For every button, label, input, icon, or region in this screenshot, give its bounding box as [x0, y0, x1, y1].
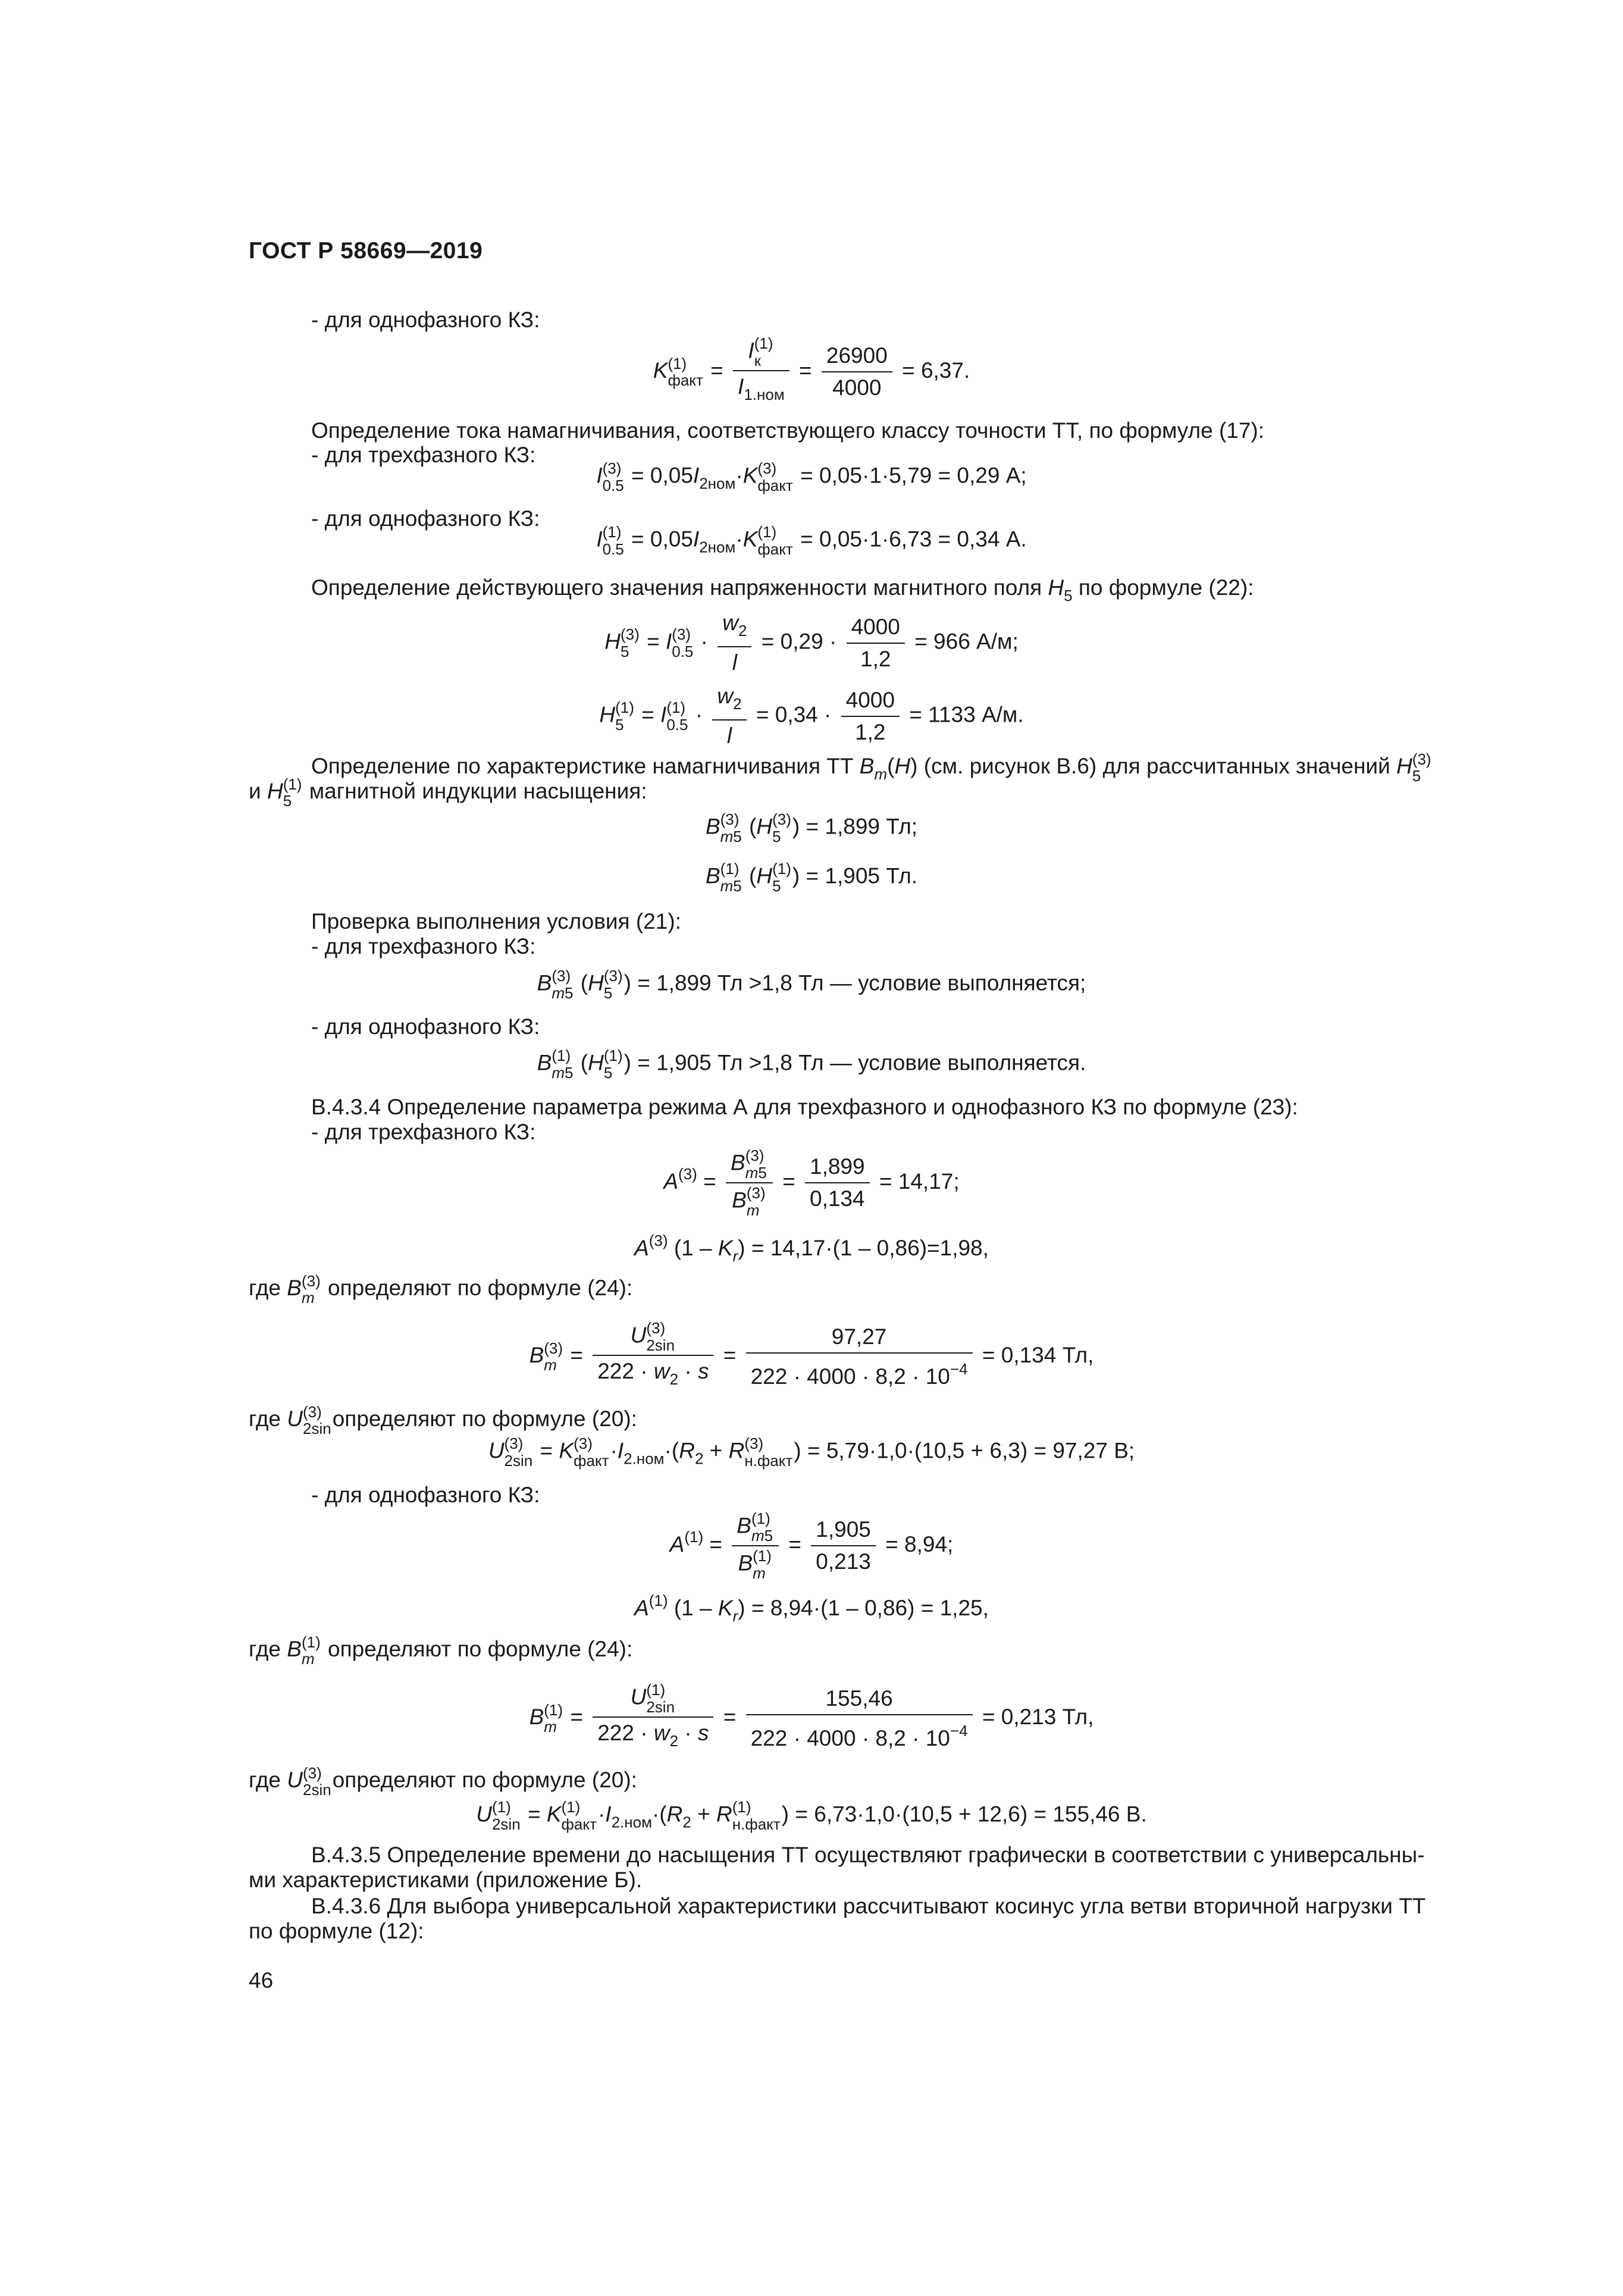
- text-line: где U (3) 2sin определяют по формуле (20):: [249, 1402, 637, 1438]
- text-line: ми характеристиками (приложение Б).: [249, 1868, 643, 1892]
- equation-a1: $A^{(1)}$ = B (1) m5 B (1) m = $\frac{1,905}{0,213}$ = 8,94;: [669, 1509, 954, 1583]
- equation-a3-kr: $A^{(3)}$ $(1 - K_r) = 14,17\cdot(1 - 0,86)=1,98$,: [634, 1232, 989, 1265]
- equation-bm5-1: B (1) m5 (H (1) 5 ) = 1,905 Тл.: [705, 860, 918, 895]
- document-header: ГОСТ Р 58669—2019: [249, 238, 483, 264]
- equation-u2sin-3: U (3) 2sin = K (3) факт $\cdot I_{2.ном}\cdot(R_2 + R$ (3) н.факт ) = 5,79·1,0·(10,5 + 6,3) = 97,27 В;: [488, 1434, 1135, 1470]
- text-line: - для однофазного КЗ:: [311, 1483, 540, 1507]
- equation-i05-1: I (1) 0.5 = $0,05I_{2ном}\cdot K$ (1) факт = 0,05·1·6,73 = 0,34 А.: [596, 523, 1027, 558]
- equation-bm1: B (1) m = U (1) 2sin $222 \cdot w_2 \cdot s$ = $\frac{155,46}{222 \cdot 4000 \cdot 8,2 \cdot 10^{-4}}$ = 0,213 Тл,: [529, 1681, 1094, 1750]
- equation-i05-3: I (3) 0.5 = $0,05I_{2ном}\cdot K$ (3) факт = 0,05·1·5,79 = 0,29 А;: [596, 459, 1027, 494]
- equation-check-1: B (1) m5 (H (1) 5 ) = 1,905 Тл >1,8 Тл — условие выполняется.: [537, 1047, 1086, 1082]
- equation-k-fact-1: K (1) факт = I (1) к $I_{1.ном}$ = $\frac{26900}{4000}$ = 6,37.: [653, 334, 970, 404]
- text-line: В.4.3.6 Для выбора универсальной характеристики рассчитывают косинус угла ветви вторичной нагрузки ТТ: [311, 1894, 1426, 1918]
- text-line: Определение тока намагничивания, соответствующего классу точности ТТ, по формуле (17):: [311, 418, 1265, 443]
- text-line: - для однофазного КЗ:: [311, 308, 540, 332]
- text-line: где B (3) m определяют по формуле (24):: [249, 1271, 633, 1307]
- equation-check-3: B (3) m5 (H (3) 5 ) = 1,899 Тл >1,8 Тл — условие выполняется;: [537, 967, 1086, 1002]
- equation-a1-kr: $A^{(1)}$ $(1 - K_r) = 8,94\cdot(1 - 0,86) = 1,25$,: [634, 1592, 989, 1625]
- equation-u2sin-1: U (1) 2sin = K (1) факт $\cdot I_{2.ном}\cdot(R_2 + R$ (1) н.факт ) = 6,73·1,0·(10,5 + 12,6) = 155,46 В.: [476, 1798, 1147, 1833]
- text-line: Определение действующего значения напряженности магнитного поля $H_5$ по формуле (22):: [311, 575, 1254, 604]
- text-line: Определение по характеристике намагничивания ТТ $B_m(H)$ (см. рисунок В.6) для рассчитанных значений H (3) 5: [311, 750, 1431, 785]
- equation-a3: $A^{(3)}$ = B (3) m5 B (3) m = $\frac{1,899}{0,134}$ = 14,17;: [663, 1147, 960, 1220]
- equation-h5-3: H (3) 5 = I (3) 0.5 · $\frac{w_2}{l}$ = 0,29 · $\frac{4000}{1,2}$ = 966 А/м;: [604, 610, 1019, 675]
- text-line: - для трехфазного КЗ:: [311, 1120, 536, 1144]
- equation-h5-1: H (1) 5 = I (1) 0.5 · $\frac{w_2}{l}$ = 0,34 · $\frac{4000}{1,2}$ = 1133 А/м.: [599, 684, 1024, 748]
- text-line: - для трехфазного КЗ:: [311, 443, 536, 467]
- text-line: - для трехфазного КЗ:: [311, 934, 536, 959]
- text-line: Проверка выполнения условия (21):: [311, 909, 681, 934]
- text-line: В.4.3.5 Определение времени до насыщения ТТ осуществляют графически в соответствии с универсальны-: [311, 1843, 1425, 1867]
- text-line: и H (1) 5 магнитной индукции насыщения:: [249, 775, 647, 810]
- text-line: В.4.3.4 Определение параметра режима А для трехфазного и однофазного КЗ по формуле (23):: [311, 1095, 1298, 1119]
- text-line: - для однофазного КЗ:: [311, 506, 540, 531]
- equation-bm5-3: B (3) m5 (H (3) 5 ) = 1,899 Тл;: [705, 810, 918, 845]
- equation-bm3: B (3) m = U (3) 2sin $222 \cdot w_2 \cdot s$ = $\frac{97,27}{222 \cdot 4000 \cdot 8,2 \cdot 10^{-4}}$ = 0,134 Тл,: [529, 1319, 1094, 1389]
- page-number: 46: [249, 1968, 274, 1993]
- text-line: где B (1) m определяют по формуле (24):: [249, 1633, 633, 1668]
- text-line: - для однофазного КЗ:: [311, 1014, 540, 1039]
- text-line: по формуле (12):: [249, 1919, 424, 1943]
- text-line: где U (3) 2sin определяют по формуле (20):: [249, 1763, 637, 1799]
